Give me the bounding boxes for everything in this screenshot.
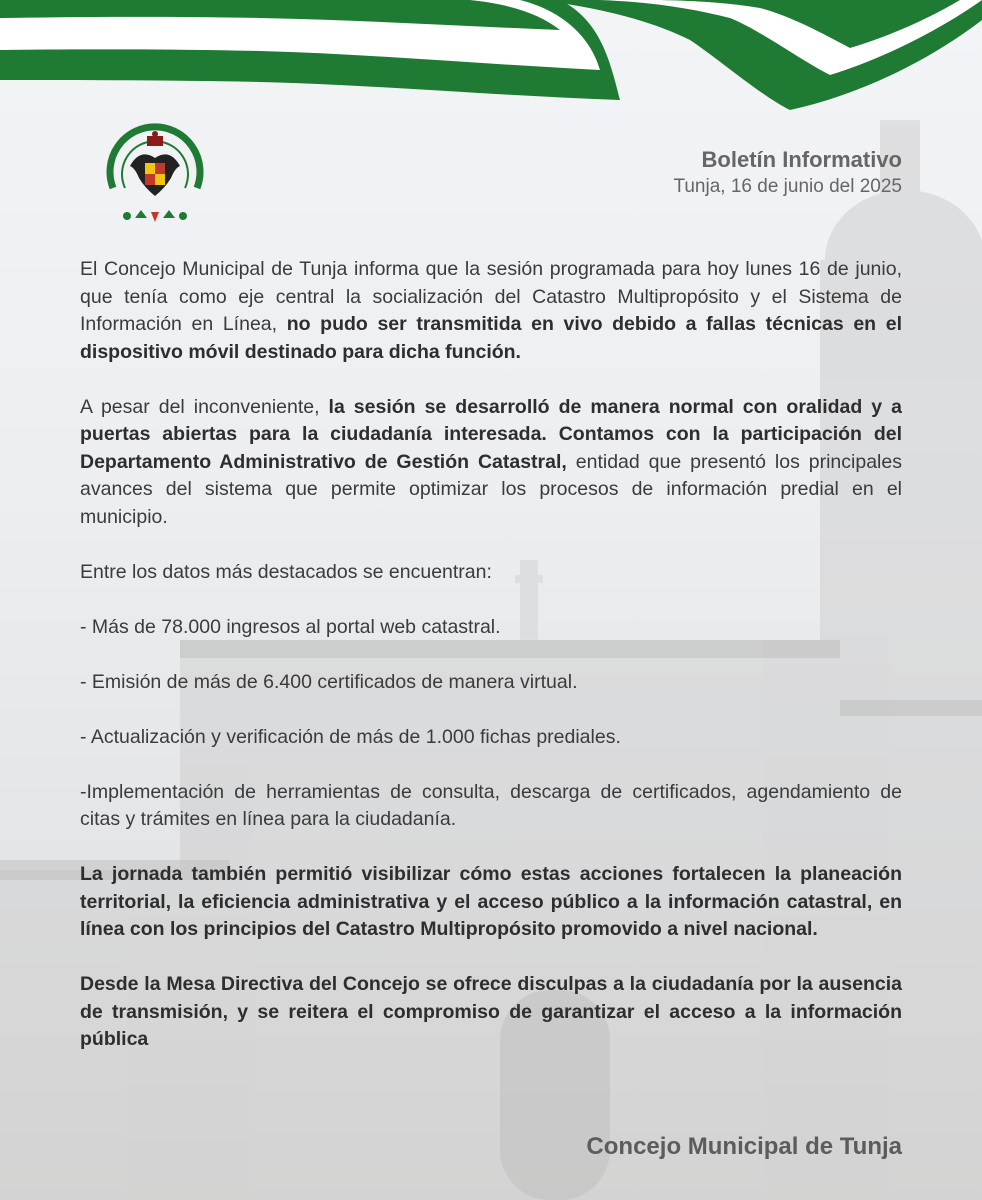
paragraph-5-bold: Desde la Mesa Directiva del Concejo se ofrece disculpas a la ciudadanía por la ausencia de transmisión, y se reitera el compromiso de garantizar el acceso a la información pública [80,973,902,1050]
bulletin-header [673,146,902,200]
signature: Concejo Municipal de Tunja [586,1133,902,1160]
paragraph-1 [80,256,902,366]
paragraph-1-bold: no pudo ser transmitida en vivo debido a fallas técnicas en el dispositivo móvil destinado para dicha función. [80,313,902,363]
paragraph-4-bold: La jornada también permitió visibilizar cómo estas acciones fortalecen la planeación territorial, la eficiencia administrativa y el acceso público a la información catastral, en línea con los principios del Catastro Multipropósito promovido a nivel nacional. [80,863,902,940]
paragraph-3: Entre los datos más destacados se encuentran: [80,560,492,583]
paragraph-2-text-b: entidad que presentó los principales avances del sistema que permite optimizar los procesos de información predial en el municipio. [80,450,902,528]
paragraph-5 [80,971,902,1054]
paragraph-2 [80,394,902,532]
list-item: - Actualización y verificación de más de 1.000 fichas prediales. [80,725,621,748]
tunja-coat-of-arms-icon [95,118,215,238]
paragraph-1-text: El Concejo Municipal de Tunja informa que la sesión programada para hoy lunes 16 de junio, que tenía como eje central la socialización del Catastro Multipropósito y el Sistema de Información en Línea, [80,258,902,335]
list-item: - Emisión de más de 6.400 certificados de manera virtual. [80,670,578,693]
bulletin-title: Boletín Informativo [701,147,902,172]
paragraph-2-text-a: A pesar del inconveniente, [80,395,329,418]
paragraph-2-bold: la sesión se desarrolló de manera normal con oralidad y a puertas abiertas para la ciudadanía interesada. Contamos con la participación del Departamento Administrativo de Gestión Catastral, [80,395,902,473]
paragraph-4 [80,861,902,944]
list-item: - Más de 78.000 ingresos al portal web catastral. [80,615,501,638]
list-item: -Implementación de herramientas de consulta, descarga de certificados, agendamiento de citas y trámites en línea para la ciudadanía. [80,780,902,830]
flag-ribbon [0,0,982,130]
bulletin-body [80,256,902,1054]
bulletin-date: Tunja, 16 de junio del 2025 [673,176,902,197]
